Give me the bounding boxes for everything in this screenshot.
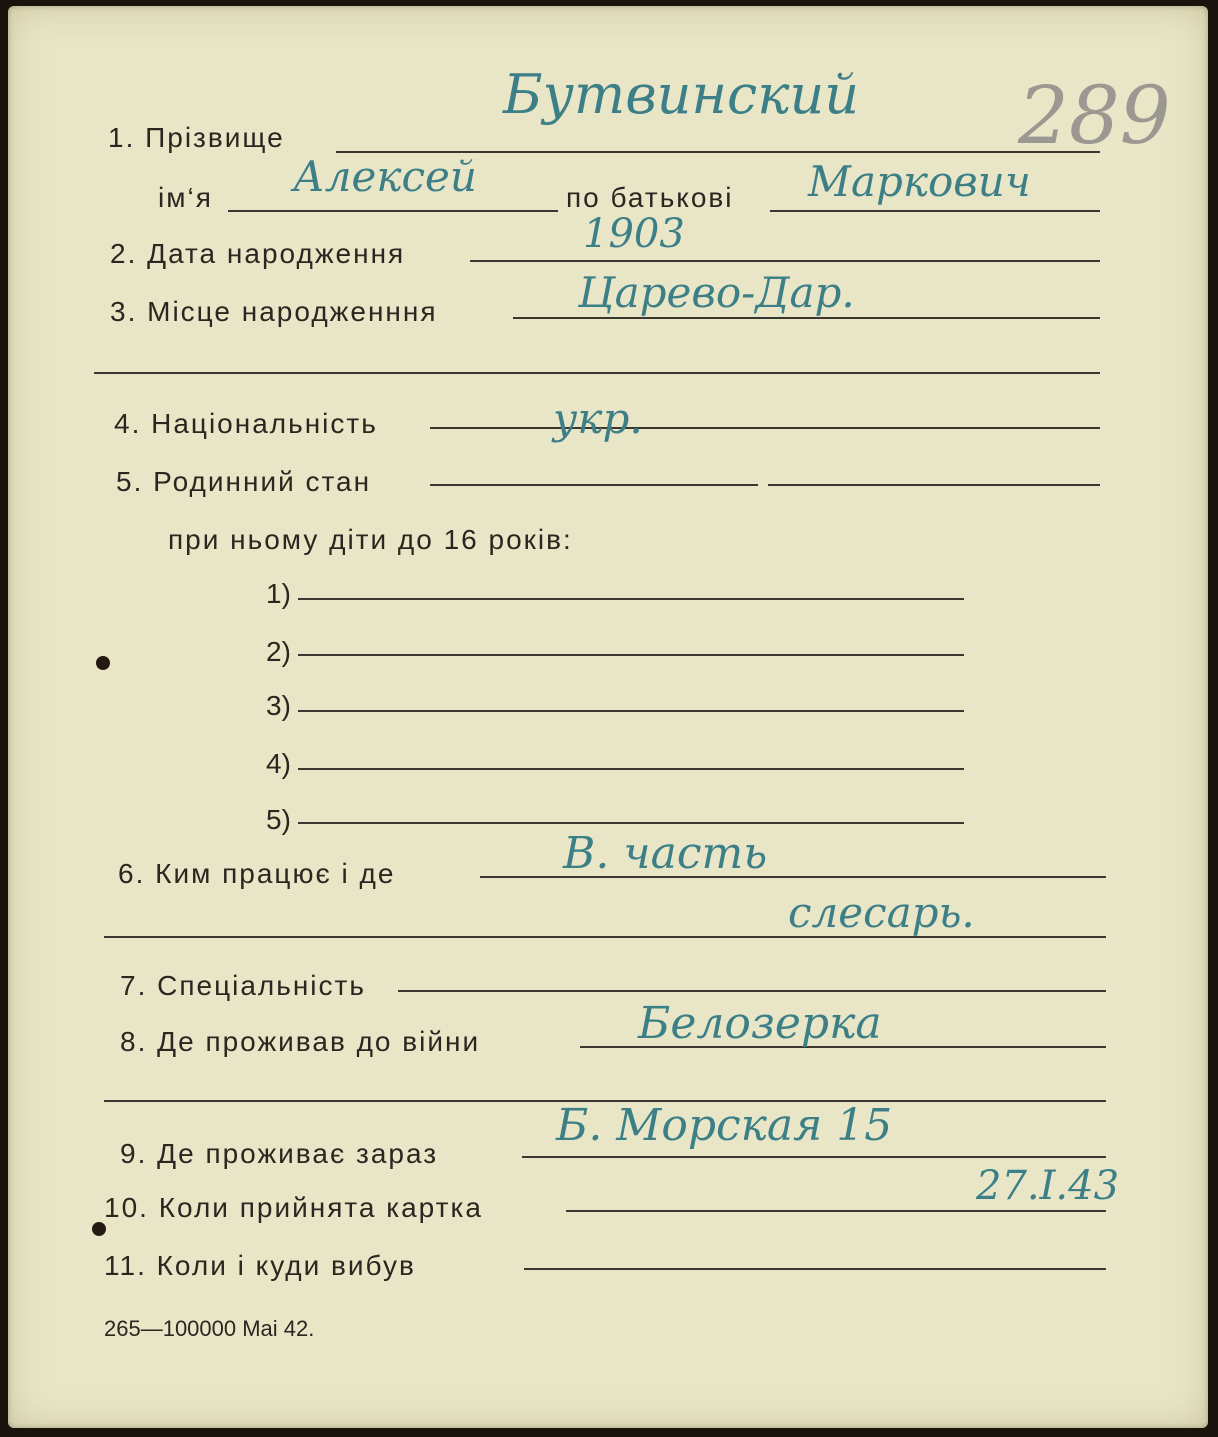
line-family-status-b — [768, 484, 1100, 486]
entry-birth-place: Царево-Дар. — [578, 268, 855, 317]
line-work-2 — [104, 936, 1106, 938]
label-nationality: 4. Національність — [114, 408, 378, 439]
label-birth-place: 3. Місце народженння — [110, 296, 438, 327]
line-current-residence — [522, 1156, 1106, 1158]
label-pre-war: 8. Де проживав до війни — [120, 1026, 481, 1057]
label-card-accepted: 10. Коли прийнята картка — [104, 1192, 483, 1223]
line-first-name — [228, 210, 558, 212]
pencil-number: 289 — [1018, 69, 1171, 162]
label-family-status: 5. Родинний стан — [116, 466, 372, 497]
line-departure — [524, 1268, 1106, 1270]
entry-work-role: слесарь. — [788, 888, 975, 937]
label-patronymic: по батькові — [566, 182, 734, 213]
child-5-line — [298, 822, 964, 824]
line-birth-place-2 — [94, 372, 1100, 374]
entry-birth-year: 1903 — [583, 211, 685, 257]
label-departure: 11. Коли і куди вибув — [104, 1250, 416, 1281]
child-4-label: 4) — [266, 748, 291, 779]
label-first-name: ім‘я — [158, 182, 213, 213]
label-specialty: 7. Спеціальність — [120, 970, 366, 1001]
printer-mark: 265—100000 Mai 42. — [104, 1316, 315, 1341]
entry-nationality: укр. — [553, 394, 643, 443]
entry-work-place: В. часть — [563, 828, 768, 879]
label-surname: 1. Прізвище — [108, 122, 285, 153]
line-nationality — [430, 427, 1100, 429]
line-birth-place — [513, 317, 1100, 319]
punch-hole-upper — [96, 656, 110, 670]
entry-card-accepted: 27.Ⅰ.43 — [976, 1163, 1120, 1209]
entry-pre-war-residence: Белозерка — [638, 998, 882, 1049]
child-1-line — [298, 598, 964, 600]
line-patronymic — [770, 210, 1100, 212]
child-2-label: 2) — [266, 636, 291, 667]
entry-surname: Бутвинский — [503, 63, 860, 126]
line-birth-date — [470, 260, 1100, 262]
child-3-label: 3) — [266, 690, 291, 721]
punch-hole-lower — [92, 1222, 106, 1236]
label-children: при ньому діти до 16 років: — [168, 524, 573, 555]
label-current-residence: 9. Де проживає зараз — [120, 1138, 439, 1169]
line-family-status-a — [430, 484, 758, 486]
child-5-label: 5) — [266, 804, 291, 835]
label-birth-date: 2. Дата народження — [110, 238, 406, 269]
entry-current-residence: Б. Морская 15 — [556, 1100, 893, 1151]
child-2-line — [298, 654, 964, 656]
entry-first-name: Алексей — [293, 152, 477, 201]
child-3-line — [298, 710, 964, 712]
label-work: 6. Ким працює і де — [118, 858, 396, 889]
entry-patronymic: Маркович — [808, 157, 1031, 206]
child-1-label: 1) — [266, 578, 291, 609]
child-4-line — [298, 768, 964, 770]
registration-card — [8, 6, 1208, 1428]
line-card-accepted — [566, 1210, 1106, 1212]
line-specialty — [398, 990, 1106, 992]
